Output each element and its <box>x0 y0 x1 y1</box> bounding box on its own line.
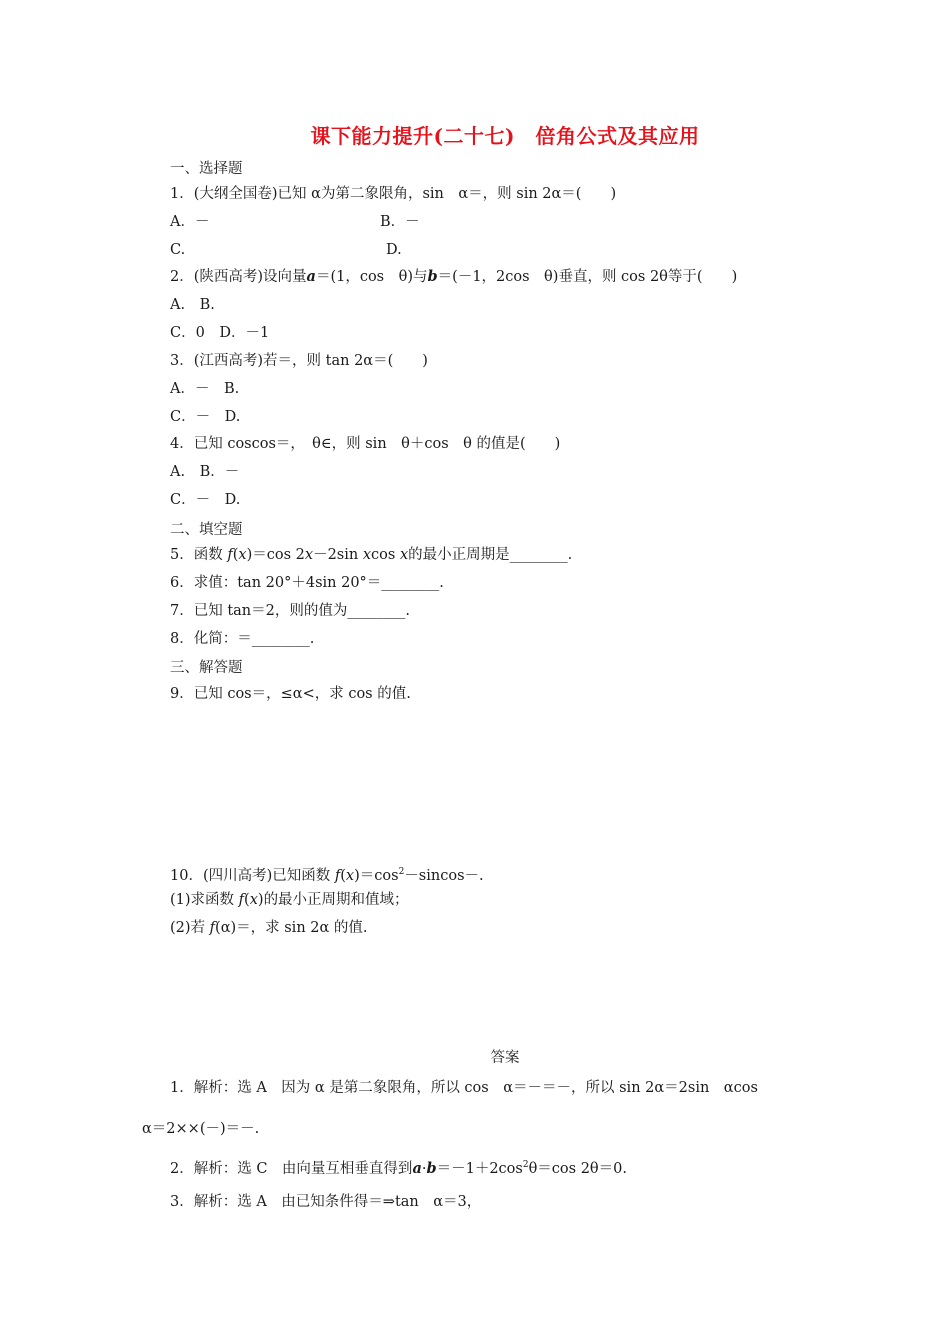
question-2-text-mid: ＝(1，cos θ)与 <box>315 269 428 285</box>
question-5-text-mid3: cos <box>371 547 400 563</box>
question-10: 10．(四川高考)已知函数 $f(x)=\cos^2-sincos-$. <box>170 867 484 884</box>
answers-heading: 答案 <box>490 1050 520 1066</box>
question-1-option-b: B．－ <box>380 214 420 230</box>
question-3-options-ab: A．－ B. <box>170 381 240 397</box>
question-10-text-pre: 10．(四川高考)已知函数 <box>170 867 335 884</box>
variable-x: x <box>345 867 355 884</box>
question-9: 9．已知 cos＝，≤α<，求 cos 的值. <box>170 686 411 702</box>
question-6: 6．求值：tan 20°＋4sin 20°＝________. <box>170 575 444 591</box>
function-f: f <box>227 547 233 563</box>
question-5-text-mid2: －2sin <box>313 547 363 563</box>
answer-1-line-1: 1．解析：选 A 因为 α 是第二象限角，所以 cos α＝－＝－，所以 sin 2α＝2sin αcos <box>170 1080 758 1096</box>
page-title: 课下能力提升(二十七) 倍角公式及其应用 <box>310 124 700 148</box>
question-2-options-ab: A. B. <box>170 297 215 313</box>
question-7: 7．已知 tan＝2，则的值为________. <box>170 603 410 619</box>
vector-a: a <box>412 1159 422 1177</box>
answer-3: 3．解析：选 A 由已知条件得＝⇒tan α＝3， <box>170 1194 482 1210</box>
vector-b: b <box>427 268 438 285</box>
question-5-text-pre: 5．函数 <box>170 547 228 563</box>
function-f: f <box>209 920 216 936</box>
question-10-part-1-post: 的最小正周期和值域； <box>263 892 409 908</box>
dot-operator: · <box>421 1160 427 1177</box>
question-4: 4．已知 coscos＝， θ∈，则 sin θ＋cos θ 的值是( ) <box>170 436 561 452</box>
question-1: 1．(大纲全国卷)已知 α为第二象限角，sin α＝，则 sin 2α＝( ) <box>170 186 617 202</box>
question-10-text-mid: ＝cos <box>359 867 399 884</box>
function-f: f <box>334 867 341 884</box>
question-2-options-cd: C．0 D．－1 <box>170 325 270 341</box>
exponent: 2 <box>398 867 405 877</box>
answer-1-line-2: α＝2××(－)＝－. <box>142 1121 260 1137</box>
question-10-text-post: －sincos－. <box>404 867 484 884</box>
answer-2-text-pre: 2．解析：选 C 由向量互相垂直得到 <box>170 1160 413 1177</box>
question-8: 8．化简：＝________. <box>170 631 315 647</box>
answer-2-text-post: ＝－1＋2cos <box>436 1160 523 1177</box>
section-fill-heading: 二、填空题 <box>170 522 243 538</box>
vector-b: b <box>426 1159 437 1177</box>
function-f: f <box>238 892 245 908</box>
variable-x: x <box>249 892 258 908</box>
question-10-part-2-mid: (α)＝，求 sin 2α 的值. <box>215 920 368 936</box>
question-1-option-c: C. <box>170 242 186 258</box>
variable-x: x <box>362 547 372 563</box>
question-10-part-2 <box>170 918 368 938</box>
question-3-options-cd: C．－ D. <box>170 409 241 425</box>
question-5-text-mid: ＝cos 2 <box>252 547 305 563</box>
answer-2-text-end: θ＝cos 2θ＝0. <box>528 1160 627 1177</box>
section-solve-heading: 三、解答题 <box>170 660 243 676</box>
answer-2 <box>170 1155 627 1179</box>
question-5-text-post: 的最小正周期是________. <box>408 547 573 563</box>
question-5: 5．函数 f(x)＝cos 2x－2sin xcos x的最小正周期是________. <box>170 547 573 563</box>
variable-x: x <box>238 547 247 563</box>
question-10-part-1-pre: (1)求函数 <box>170 892 239 908</box>
question-3: 3．(江西高考)若＝，则 tan 2α＝( ) <box>170 353 428 369</box>
variable-x: x <box>399 547 409 563</box>
question-10-part-1: (1)求函数 f(x)的最小正周期和值域； <box>170 892 409 908</box>
question-1-option-d: D. <box>386 242 402 258</box>
question-4-options-cd: C．－ D. <box>170 492 241 508</box>
question-2-text-pre: 2．(陕西高考)设向量 <box>170 269 307 285</box>
exponent: 2 <box>522 1160 529 1170</box>
question-2-text-post: ＝(－1，2cos θ)垂直，则 cos 2θ等于( ) <box>437 269 738 285</box>
question-2 <box>170 267 737 287</box>
question-4-options-ab: A. B．－ <box>170 464 240 480</box>
section-choice-heading: 一、选择题 <box>170 161 243 177</box>
variable-x: x <box>304 547 314 563</box>
vector-a: a <box>306 268 316 285</box>
question-10-part-2-pre: (2)若 <box>170 920 210 936</box>
question-1-option-a: A．－ <box>170 214 210 230</box>
